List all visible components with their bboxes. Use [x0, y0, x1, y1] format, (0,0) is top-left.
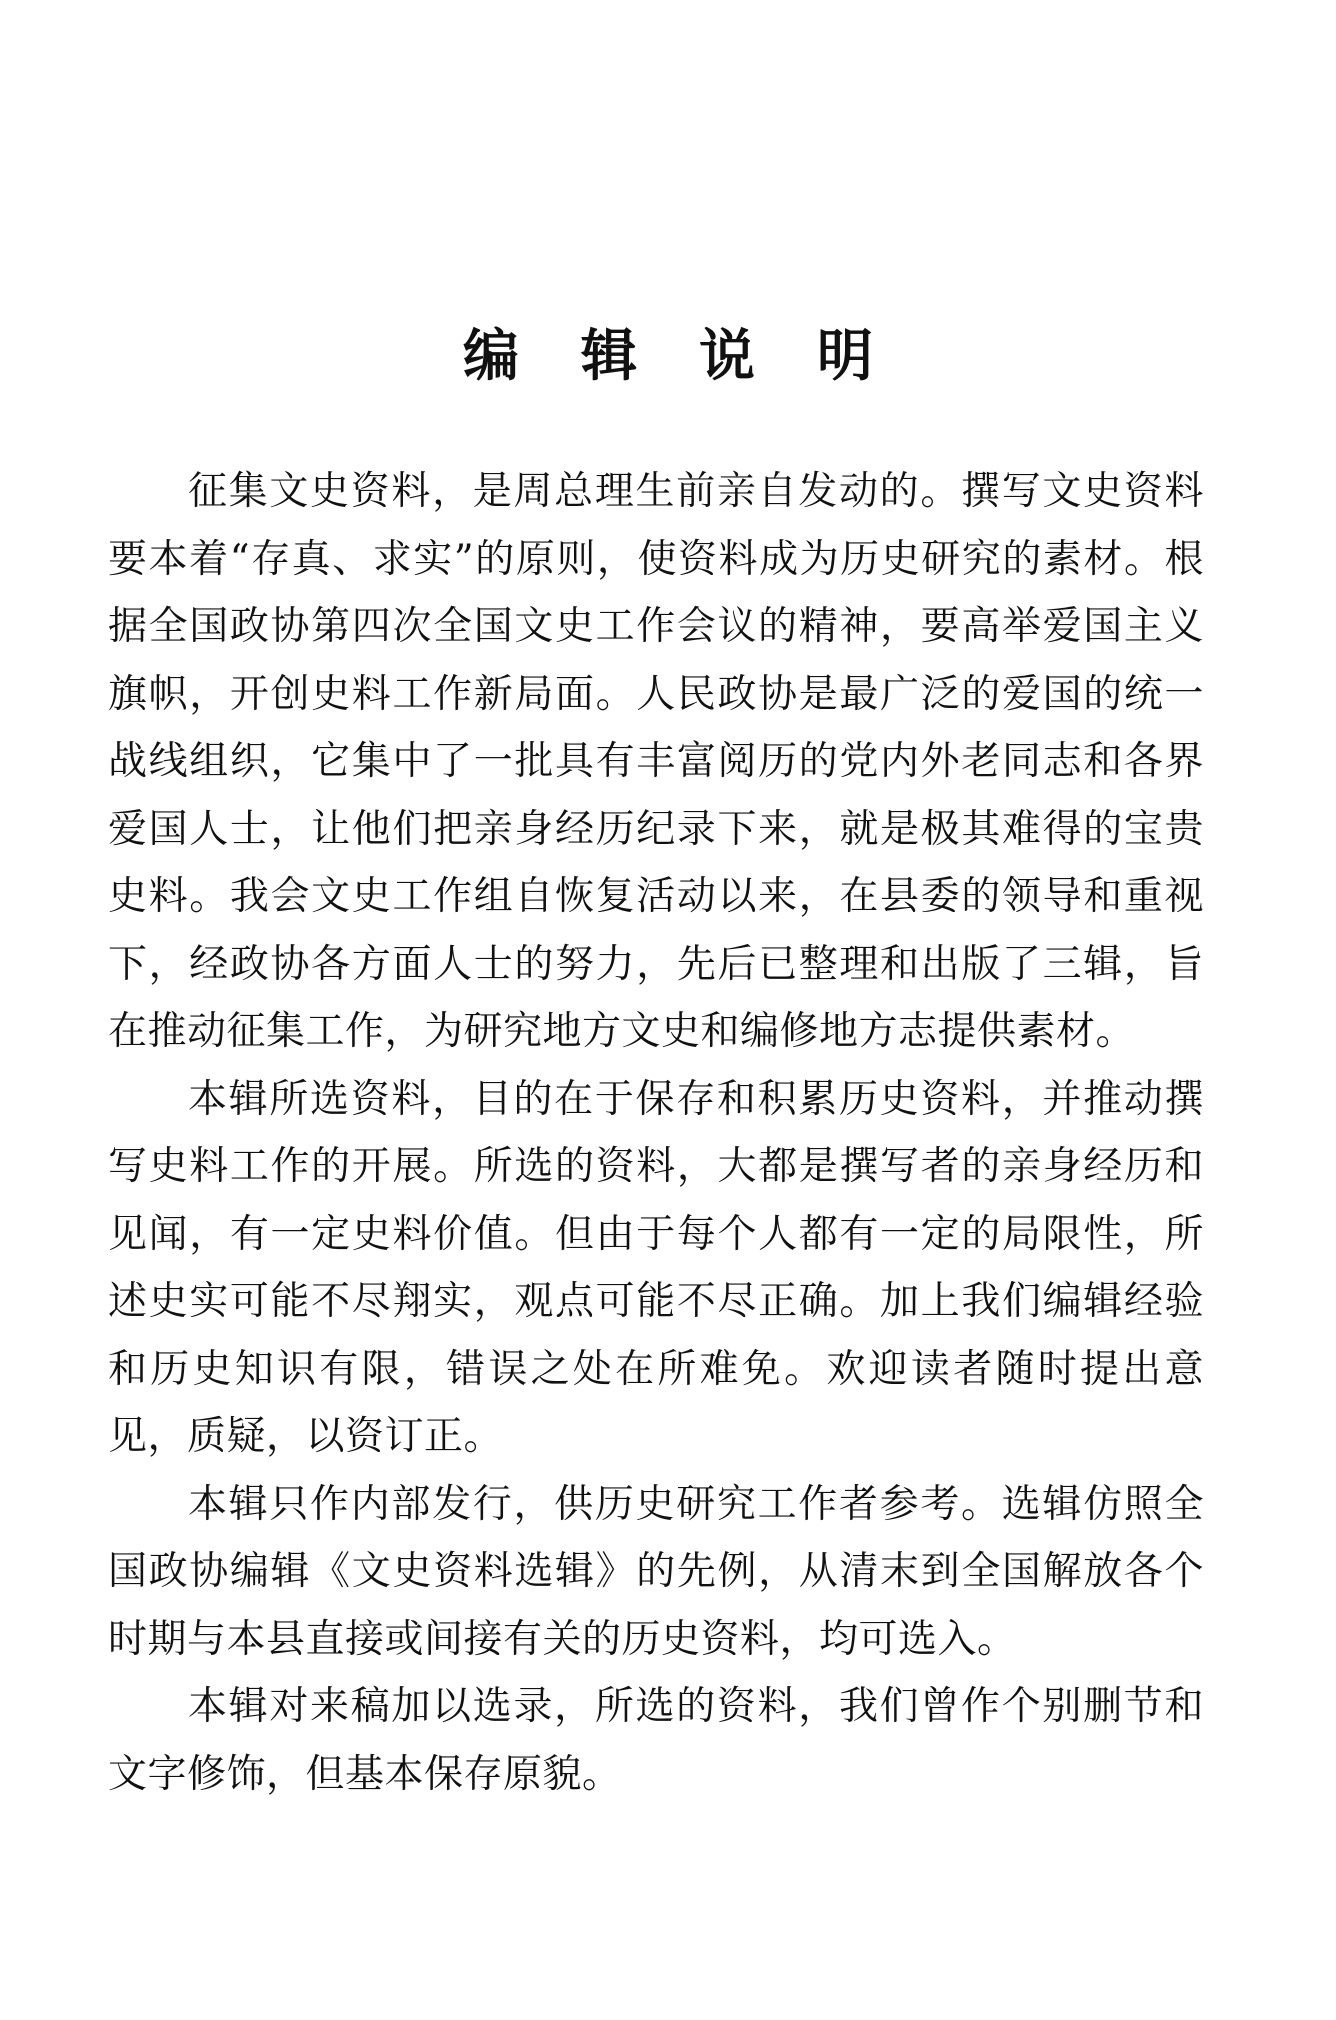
paragraph-3: 本辑只作内部发行，供历史研究工作者参考。选辑仿照全国政协编辑《文史资料选辑》的先例，从清末到全国解放各个时期与本县直接或间接有关的历史资料，均可选入。: [108, 1481, 1204, 1662]
page-title: 编辑说明: [463, 323, 935, 389]
paragraph-2: 本辑所选资料，目的在于保存和积累历史资料，并推动撰写史料工作的开展。所选的资料，大都是撰写者的亲身经历和见闻，有一定史料价值。但由于每个人都有一定的局限性，所述史实可能不尽翔实，观点可能不尽正确。加上我们编辑经验和历史知识有限，错误之处在所难免。欢迎读者随时提出意见，质疑，以资订正。: [108, 1076, 1204, 1459]
body-text: [108, 458, 1204, 1808]
paragraph-4: 本辑对来稿加以选录，所选的资料，我们曾作个别删节和文字修饰，但基本保存原貌。: [108, 1684, 1204, 1797]
paragraph-1: 征集文史资料，是周总理生前亲自发动的。撰写文史资料要本着“存真、求实”的原则，使资料成为历史研究的素材。根据全国政协第四次全国文史工作会议的精神，要高举爱国主义旗帜，开创史料工作新局面。人民政协是最广泛的爱国的统一战线组织，它集中了一批具有丰富阅历的党内外老同志和各界爱国人士，让他们把亲身经历纪录下来，就是极其难得的宝贵史料。我会文史工作组自恢复活动以来，在县委的领导和重视下，经政协各方面人士的努力，先后已整理和出版了三辑，旨在推动征集工作，为研究地方文史和编修地方志提供素材。: [108, 469, 1204, 1054]
